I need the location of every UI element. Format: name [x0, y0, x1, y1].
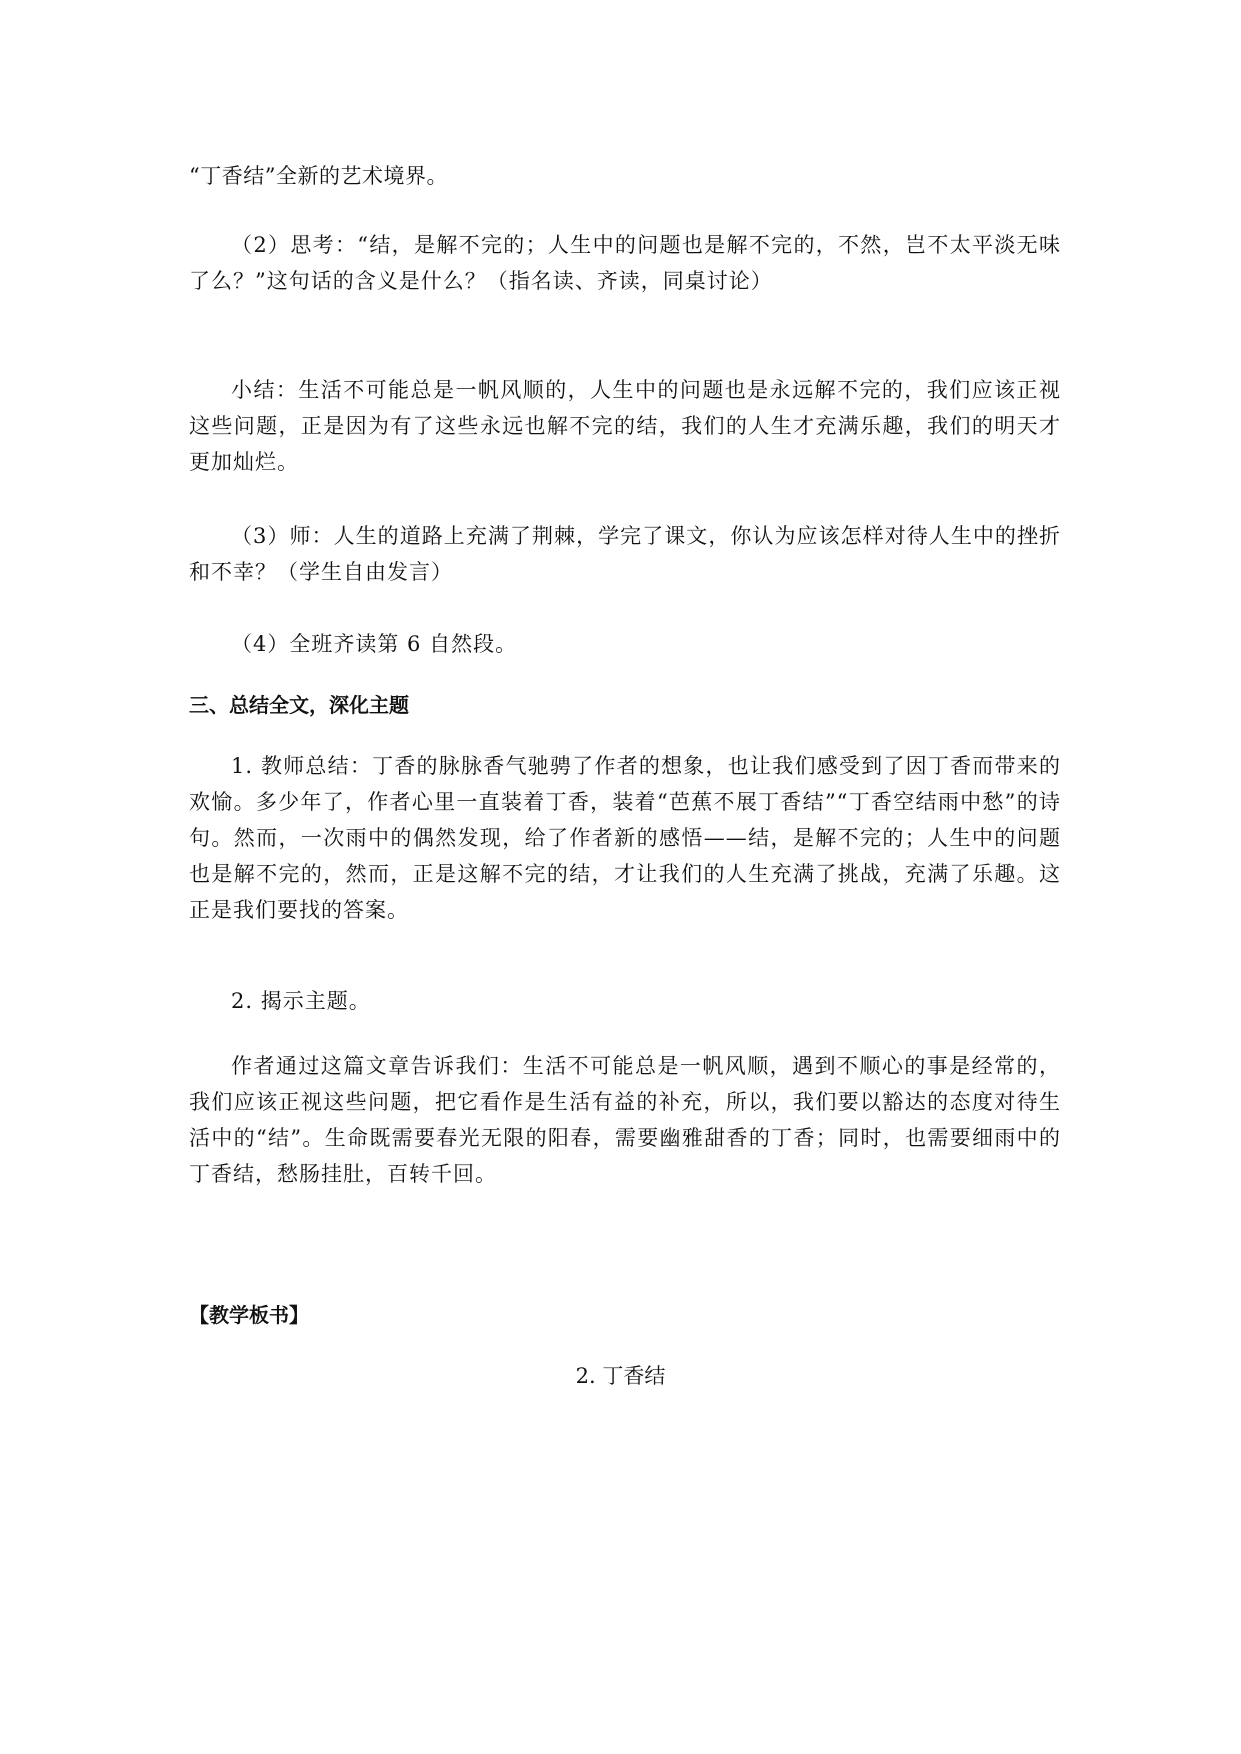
paragraph-author-message: 作者通过这篇文章告诉我们：生活不可能总是一帆风顺，遇到不顺心的事是经常的，我们应该正视这些问题，把它看作是生活有益的补充，所以，我们要以豁达的态度对待生活中的“结”。生命既需要春光无限的阳春，需要幽雅甜香的丁香；同时，也需要细雨中的丁香结，愁肠挂肚，百转千回。 [189, 1054, 1061, 1186]
paragraph-teacher-summary: 1. 教师总结：丁香的脉脉香气驰骋了作者的想象，也让我们感受到了因丁香而带来的欢愉。多少年了，作者心里一直装着丁香，装着“芭蕉不展丁香结”“丁香空结雨中愁”的诗句。然而，一次雨中的偶然发现，给了作者新的感悟——结，是解不完的；人生中的问题也是解不完的，然而，正是这解不完的结，才让我们的人生充满了挑战，充满了乐趣。这正是我们要找的答案。 [189, 754, 1061, 922]
paragraph-teacher-question: （3）师：人生的道路上充满了荆棘，学完了课文，你认为应该怎样对待人生中的挫折和不幸？（学生自由发言） [189, 524, 1061, 584]
section-heading-3: 三、总结全文，深化主题 [189, 693, 409, 717]
paragraph-class-reading: （4）全班齐读第 6 自然段。 [231, 632, 518, 656]
paragraph-think-question: （2）思考：“结，是解不完的；人生中的问题也是解不完的，不然，岂不太平淡无味了么？”这句话的含义是什么？（指名读、齐读，同桌讨论） [189, 233, 1061, 293]
paragraph-summary: 小结：生活不可能总是一帆风顺的，人生中的问题也是永远解不完的，我们应该正视这些问题，正是因为有了这些永远也解不完的结，我们的人生才充满乐趣，我们的明天才更加灿烂。 [189, 378, 1061, 474]
board-title: 2. 丁香结 [575, 1364, 666, 1388]
paragraph-reveal-theme: 2. 揭示主题。 [231, 989, 371, 1013]
paragraph-intro-tail: “丁香结”全新的艺术境界。 [189, 164, 448, 188]
board-heading: 【教学板书】 [189, 1303, 309, 1327]
